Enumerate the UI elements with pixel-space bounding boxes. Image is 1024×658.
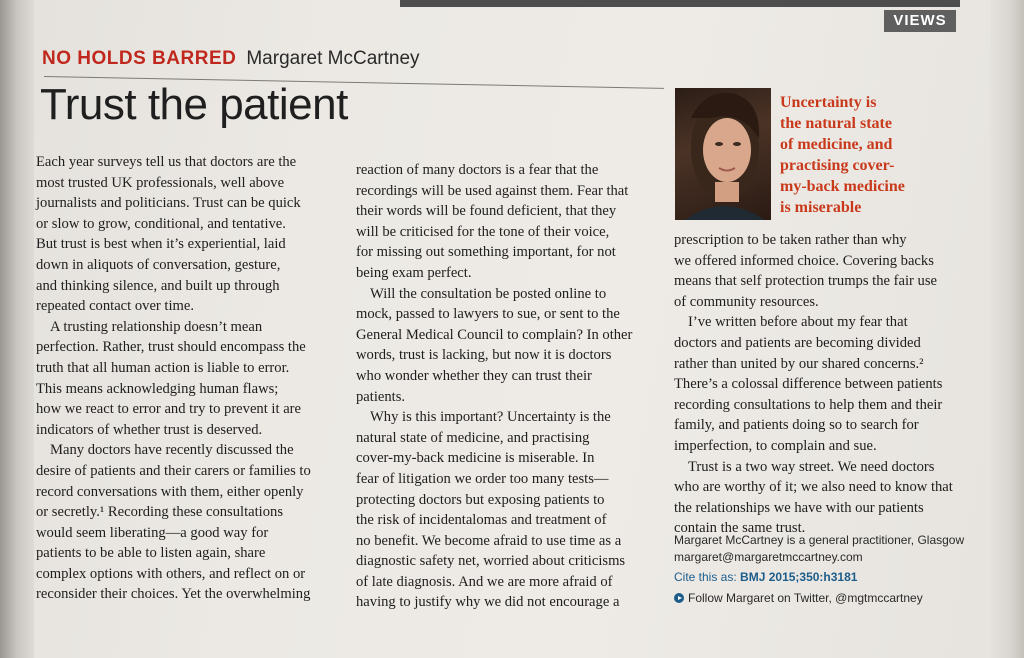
text-line: being exam perfect. <box>356 264 472 281</box>
text-line: family, and patients doing so to search for <box>674 417 919 434</box>
text-line: for missing out something important, for not <box>356 244 616 261</box>
text-line: doctors and patients are becoming divided <box>674 334 921 351</box>
text-line: who are worthy of it; we also need to know that <box>674 479 953 496</box>
pull-quote-line: my-back medicine <box>780 178 905 195</box>
text-line: recording consultations to help them and their <box>674 396 943 413</box>
text-line: perfection. Rather, trust should encompass the <box>36 339 306 356</box>
author-photo <box>675 88 771 220</box>
text-line: I’ve written before about my fear that <box>688 314 908 331</box>
text-line: desire of patients and their carers or families to <box>36 462 311 479</box>
text-line: having to justify why we did not encourage a <box>356 594 620 611</box>
author-name: Margaret McCartney <box>246 48 420 69</box>
text-line: Each year surveys tell us that doctors are the <box>36 154 297 170</box>
play-arrow-icon <box>674 593 684 603</box>
text-line: recordings will be used against them. Fear that <box>356 182 629 199</box>
column-name: NO HOLDS BARRED <box>42 48 237 69</box>
body-column-2 <box>356 160 656 613</box>
author-portrait-image <box>675 88 771 220</box>
citation-label: Cite this as: <box>674 570 737 584</box>
text-line: words, trust is lacking, but now it is doctors <box>356 347 612 364</box>
text-line: patients to be able to listen again, share <box>36 545 266 562</box>
text-line: how we react to error and try to prevent it are <box>36 401 302 418</box>
text-line: and thinking silence, and built up through <box>36 277 280 294</box>
column-header <box>42 48 420 70</box>
text-line: down in aliquots of conversation, gesture, <box>36 256 281 273</box>
text-line: There’s a colossal difference between patients <box>674 376 943 393</box>
text-line: indicators of whether trust is deserved. <box>36 421 263 438</box>
text-line: Trust is a two way street. We need doctors <box>688 458 935 475</box>
pull-quote-line: the natural state <box>780 115 892 132</box>
text-line: repeated contact over time. <box>36 298 195 315</box>
text-line: their words will be found deficient, that they <box>356 203 617 220</box>
headline: Trust the patient <box>40 80 348 129</box>
text-line: of community resources. <box>674 293 819 310</box>
text-line: reconsider their choices. Yet the overwhelming <box>36 586 311 603</box>
text-line: means that self protection trumps the fair use <box>674 273 938 290</box>
text-line: Why is this important? Uncertainty is the <box>370 409 611 426</box>
page-edge-shadow <box>990 0 1024 658</box>
pull-quote-line: is miserable <box>780 199 862 216</box>
text-line: prescription to be taken rather than why <box>674 232 907 248</box>
text-line: Will the consultation be posted online to <box>370 285 607 302</box>
author-bio: Margaret McCartney is a general practitioner, Glasgow <box>674 533 965 547</box>
section-tag: VIEWS <box>884 10 956 32</box>
top-grey-bar <box>400 0 960 7</box>
text-line: we offered informed choice. Covering backs <box>674 252 934 269</box>
body-column-3 <box>674 230 974 539</box>
text-line: of late diagnosis. And we are more afraid of <box>356 573 613 590</box>
text-line: imperfection, to complain and sue. <box>674 437 877 454</box>
text-line: record conversations with them, either openly <box>36 483 304 500</box>
text-line: contain the same trust. <box>674 520 806 537</box>
author-signoff <box>674 532 964 607</box>
pull-quote <box>780 92 905 218</box>
text-line: Many doctors have recently discussed the <box>50 442 294 459</box>
citation <box>674 569 964 586</box>
text-line: fear of litigation we order too many tests— <box>356 470 609 487</box>
citation-ref: BMJ 2015;350:h3181 <box>740 570 858 584</box>
body-column-1 <box>36 152 346 605</box>
text-line: or secretly.¹ Recording these consultations <box>36 504 283 521</box>
text-line: would seem liberating—a good way for <box>36 524 269 541</box>
text-line: no benefit. We become afraid to use time as a <box>356 532 622 549</box>
text-line: patients. <box>356 388 406 405</box>
text-line: diagnostic safety net, worried about criticisms <box>356 553 626 570</box>
twitter-follow[interactable] <box>674 590 964 607</box>
text-line: truth that all human action is liable to error. <box>36 359 290 376</box>
text-line: or slow to grow, conditional, and tentative. <box>36 215 286 232</box>
text-line: But trust is best when it’s experiential, laid <box>36 236 286 253</box>
text-line: reaction of many doctors is a fear that the <box>356 162 599 178</box>
text-line: mock, passed to lawyers to sue, or sent to the <box>356 306 620 323</box>
text-line: most trusted UK professionals, well above <box>36 174 285 191</box>
text-line: General Medical Council to complain? In other <box>356 326 633 343</box>
text-line: cover-my-back medicine is miserable. In <box>356 450 595 467</box>
text-line: complex options with others, and reflect on or <box>36 565 306 582</box>
text-line: natural state of medicine, and practising <box>356 429 590 446</box>
page-spine-shadow <box>0 0 34 658</box>
pull-quote-line: practising cover- <box>780 157 895 174</box>
text-line: the risk of incidentalomas and treatment of <box>356 512 607 529</box>
text-line: rather than united by our shared concerns.² <box>674 355 924 372</box>
text-line: the relationships we have with our patients <box>674 499 924 516</box>
text-line: will be criticised for the tone of their voice, <box>356 223 610 240</box>
pull-quote-line: Uncertainty is <box>780 94 877 111</box>
twitter-text: Follow Margaret on Twitter, @mgtmccartney <box>688 591 923 605</box>
author-email[interactable]: margaret@margaretmccartney.com <box>674 550 863 564</box>
text-line: who wonder whether they can trust their <box>356 367 592 384</box>
pull-quote-line: of medicine, and <box>780 136 893 153</box>
text-line: This means acknowledging human flaws; <box>36 380 279 397</box>
text-line: A trusting relationship doesn’t mean <box>50 318 263 335</box>
text-line: journalists and politicians. Trust can be quick <box>36 195 301 212</box>
text-line: protecting doctors but exposing patients to <box>356 491 605 508</box>
